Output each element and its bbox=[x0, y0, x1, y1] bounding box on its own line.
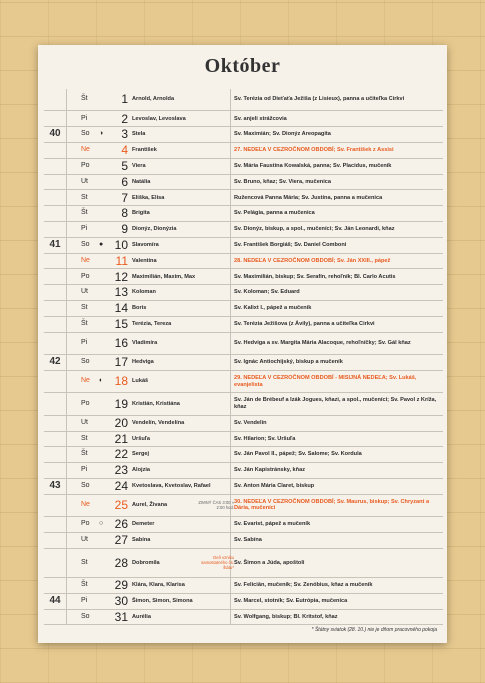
day-row bbox=[44, 175, 443, 191]
name-day: Vladimíra bbox=[132, 340, 158, 347]
day-number: 10 bbox=[114, 237, 128, 252]
day-number: 3 bbox=[121, 127, 128, 142]
day-number: 8 bbox=[121, 206, 128, 221]
saints-of-day: Sv. Mária Faustína Kowalská, panna; Sv. Placidus, mučeník bbox=[234, 162, 392, 169]
day-row bbox=[44, 159, 443, 175]
day-number: 17 bbox=[114, 355, 128, 370]
day-number: 9 bbox=[121, 222, 128, 237]
day-number: 5 bbox=[121, 158, 128, 173]
name-day: Koloman bbox=[132, 289, 156, 296]
saints-of-day: Sv. Anton Mária Claret, biskup bbox=[234, 483, 315, 490]
day-of-week: Št bbox=[81, 581, 88, 588]
day-number: 6 bbox=[121, 174, 128, 189]
saints-of-day: Sv. Ján Pavol II., pápež; Sv. Salome; Sv. Kordula bbox=[234, 451, 362, 458]
saints-of-day: Sv. František Borgiáš; Sv. Daniel Comboni bbox=[234, 241, 347, 248]
name-day: Alojzia bbox=[132, 467, 151, 474]
name-day: Dobromila bbox=[132, 559, 160, 566]
name-day: Levoslav, Levoslava bbox=[132, 115, 186, 122]
day-row bbox=[44, 254, 443, 270]
day-number: 19 bbox=[114, 396, 128, 411]
day-row bbox=[44, 578, 443, 594]
name-day: Aurel, Živana bbox=[132, 502, 168, 509]
day-of-week: Št bbox=[81, 209, 88, 217]
day-row bbox=[44, 127, 443, 143]
day-of-week: Po bbox=[81, 399, 90, 407]
day-row bbox=[44, 355, 443, 371]
day-of-week: Pi bbox=[81, 466, 88, 474]
week-number: 44 bbox=[49, 594, 61, 606]
week-number: 41 bbox=[49, 238, 61, 250]
day-of-week: Ne bbox=[81, 377, 90, 385]
day-row bbox=[44, 447, 443, 463]
day-number: 23 bbox=[114, 463, 128, 478]
name-day: Stela bbox=[132, 131, 146, 138]
day-row bbox=[44, 495, 443, 517]
day-of-week: Ut bbox=[81, 288, 88, 296]
day-row bbox=[44, 301, 443, 317]
day-number: 4 bbox=[121, 143, 128, 158]
day-of-week: Št bbox=[81, 450, 88, 458]
day-number: 26 bbox=[114, 517, 128, 532]
calendar-table bbox=[44, 89, 443, 625]
day-number: 18 bbox=[114, 374, 128, 389]
day-number: 24 bbox=[114, 479, 128, 494]
day-number: 22 bbox=[114, 447, 128, 462]
day-number: 15 bbox=[114, 316, 128, 331]
name-day: Hedviga bbox=[132, 359, 154, 366]
moon-phase-icon: ◐ bbox=[99, 377, 104, 385]
day-row bbox=[44, 393, 443, 415]
day-of-week: Pi bbox=[81, 114, 88, 122]
name-day: Slavomíra bbox=[132, 241, 159, 248]
name-day: Uršuľa bbox=[132, 435, 151, 442]
day-row bbox=[44, 269, 443, 285]
saints-of-day: 29. NEDEĽA V CEZROČNOM OBDOBÍ - MISIJNÁ NEDEĽA; Sv. Lukáš, evanjelista bbox=[234, 374, 417, 388]
day-number: 30 bbox=[114, 593, 128, 608]
day-number: 2 bbox=[121, 111, 128, 126]
day-row bbox=[44, 222, 443, 238]
day-number: 11 bbox=[115, 253, 128, 268]
name-day: Aurélia bbox=[132, 613, 151, 620]
name-day: Boris bbox=[132, 305, 147, 312]
day-of-week: So bbox=[81, 130, 90, 138]
day-of-week: Ne bbox=[81, 501, 90, 509]
day-row bbox=[44, 594, 443, 610]
day-row bbox=[44, 463, 443, 479]
name-day: Vendelín, Vendelína bbox=[132, 419, 185, 426]
name-day: Sabína bbox=[132, 537, 151, 544]
day-number: 28 bbox=[114, 555, 128, 570]
day-row bbox=[44, 371, 443, 393]
name-day: Natália bbox=[132, 178, 151, 185]
day-of-week: Št bbox=[81, 319, 88, 327]
saints-of-day: 30. NEDEĽA V CEZROČNOM OBDOBÍ; Sv. Maurus, biskup; Sv. Chryzant a Dária, mučeníci bbox=[234, 498, 430, 512]
name-day: Arnold, Arnolda bbox=[132, 96, 175, 103]
name-day: František bbox=[132, 147, 157, 154]
day-of-week: Ut bbox=[81, 418, 88, 426]
day-of-week: St bbox=[81, 193, 88, 201]
day-of-week: St bbox=[81, 558, 88, 566]
day-row bbox=[44, 285, 443, 301]
week-number: 40 bbox=[49, 128, 61, 140]
day-row bbox=[44, 479, 443, 495]
name-day: Eliška, Elisa bbox=[132, 194, 165, 201]
day-of-week: Ut bbox=[81, 536, 88, 544]
saints-of-day: Sv. Ján Kapistránsky, kňaz bbox=[234, 467, 305, 474]
day-of-week: So bbox=[81, 240, 90, 248]
name-day: Klára, Klara, Klarisa bbox=[132, 582, 185, 588]
name-day: Maximilián, Maxim, Max bbox=[132, 273, 196, 280]
saints-of-day: Sv. Hilarion; Sv. Uršuľa bbox=[234, 435, 296, 442]
day-number: 13 bbox=[114, 285, 128, 300]
day-number: 31 bbox=[114, 609, 128, 624]
day-number: 20 bbox=[114, 415, 128, 430]
saints-of-day: Sv. Pelágia, panna a mučenica bbox=[234, 210, 315, 217]
saints-of-day: Sv. Sabína bbox=[234, 537, 262, 544]
saints-of-day: Sv. anjeli strážcovia bbox=[234, 115, 287, 122]
day-row bbox=[44, 143, 443, 159]
footnote: * Štátny sviatok (28. 10.) nie je dňom pracovného pokoja bbox=[311, 627, 437, 633]
moon-phase-icon: ● bbox=[99, 240, 104, 248]
saints-of-day: 28. NEDEĽA V CEZROČNOM OBDOBÍ; Sv. Ján XXIII., pápež bbox=[234, 257, 391, 264]
name-day: Kvetoslava, Kvetoslav, Rafael bbox=[132, 483, 211, 490]
saints-of-day: Sv. Bruno, kňaz; Sv. Viera, mučenica bbox=[234, 178, 331, 185]
day-of-week: Po bbox=[81, 520, 90, 528]
saints-of-day: Sv. Vendelín bbox=[234, 419, 267, 426]
day-row bbox=[44, 610, 443, 626]
saints-of-day: Sv. Maximián; Sv. Dionýz Areopagita bbox=[234, 131, 331, 138]
saints-of-day: Sv. Terézia od Dieťaťa Ježiša (z Lisieux), panna a učiteľka Cirkvi bbox=[234, 96, 405, 103]
day-row bbox=[44, 190, 443, 206]
name-day: Lukáš bbox=[132, 378, 149, 385]
day-number: 27 bbox=[114, 533, 128, 548]
day-number: 16 bbox=[114, 336, 128, 351]
day-of-week: Pi bbox=[81, 596, 88, 604]
name-day: Šimon, Simon, Simona bbox=[132, 597, 193, 604]
calendar-page bbox=[38, 45, 447, 643]
day-of-week: Pi bbox=[81, 339, 88, 347]
day-of-week: St bbox=[81, 434, 88, 442]
day-of-week: Pi bbox=[81, 225, 88, 233]
day-number: 21 bbox=[114, 431, 128, 446]
day-of-week: Po bbox=[81, 161, 90, 169]
day-row bbox=[44, 206, 443, 222]
day-row bbox=[44, 238, 443, 254]
name-day: Dionýz, Dionýzia bbox=[132, 226, 177, 233]
day-of-week: Št bbox=[81, 95, 88, 103]
day-row bbox=[44, 416, 443, 432]
name-day: Sergej bbox=[132, 451, 150, 458]
day-of-week: Ne bbox=[81, 146, 90, 154]
name-day: Viera bbox=[132, 162, 146, 169]
saints-of-day: Sv. Šimon a Júda, apoštoli bbox=[234, 559, 305, 566]
day-of-week: So bbox=[81, 482, 90, 490]
day-row bbox=[44, 517, 443, 533]
day-of-week: Ut bbox=[81, 177, 88, 185]
saints-of-day: Sv. Ignác Antiochijský, biskup a mučeník bbox=[234, 359, 343, 366]
week-number: 42 bbox=[49, 356, 61, 368]
day-number: 25 bbox=[114, 498, 128, 513]
moon-phase-icon: ○ bbox=[99, 520, 104, 528]
day-of-week: So bbox=[81, 612, 90, 620]
day-of-week: Po bbox=[81, 272, 90, 280]
day-row bbox=[44, 89, 443, 111]
saints-of-day: Sv. Evarist, pápež a mučeník bbox=[234, 521, 311, 528]
day-note: ZIMNÝ ČAS 3:00 » 2:00 hod. bbox=[198, 500, 234, 511]
day-number: 12 bbox=[114, 269, 128, 284]
day-row bbox=[44, 317, 443, 333]
saints-of-day: 27. NEDEĽA V CEZROČNOM OBDOBÍ; Sv. František z Assisi bbox=[234, 147, 394, 154]
saints-of-day: Sv. Kalixt I., pápež a mučeník bbox=[234, 305, 312, 312]
day-row bbox=[44, 111, 443, 127]
day-row bbox=[44, 333, 443, 355]
day-number: 1 bbox=[121, 92, 128, 107]
day-row bbox=[44, 533, 443, 549]
moon-phase-icon: ◑ bbox=[99, 130, 104, 138]
saints-of-day: Sv. Koloman; Sv. Eduard bbox=[234, 289, 300, 296]
saints-of-day: Sv. Maximilián, biskup; Sv. Serafín, rehoľník; Bl. Carlo Acutis bbox=[234, 273, 396, 280]
saints-of-day: Sv. Dionýz, biskup, a spol., mučeníci; Sv. Ján Leonardi, kňaz bbox=[234, 226, 395, 233]
day-number: 14 bbox=[114, 301, 128, 316]
saints-of-day: Sv. Marcel, stotník; Sv. Eutrópia, mučenica bbox=[234, 597, 348, 604]
saints-of-day: Sv. Terézia Ježišova (z Ávily), panna a učiteľka Cirkvi bbox=[234, 320, 375, 327]
day-of-week: So bbox=[81, 358, 90, 366]
day-number: 7 bbox=[121, 190, 128, 205]
day-row bbox=[44, 432, 443, 448]
saints-of-day: Sv. Wolfgang, biskup; Bl. Kritstof, kňaz bbox=[234, 613, 338, 620]
saints-of-day: Sv. Hedviga a sv. Margita Mária Alacoque, rehoľníčky; Sv. Gál kňaz bbox=[234, 340, 411, 347]
day-row bbox=[44, 549, 443, 578]
saints-of-day: Sv. Feliciân, mučeník; Sv. Zenóbius, kňaz a mučeník bbox=[234, 582, 373, 588]
saints-of-day: Ružencová Panna Mária; Sv. Justína, panna a mučenica bbox=[234, 194, 383, 201]
saints-of-day: Sv. Ján de Brébeuf a Izák Jogues, kňazi, a spol., mučeníci; Sv. Pavol z Kríža, kňaz bbox=[234, 397, 437, 411]
day-of-week: St bbox=[81, 304, 88, 312]
day-of-week: Ne bbox=[81, 256, 90, 264]
day-note: Deň vzniku samostatného čs. štátu* bbox=[201, 555, 234, 571]
name-day: Kristián, Kristiána bbox=[132, 400, 180, 407]
month-title: Október bbox=[204, 55, 281, 77]
name-day: Valentína bbox=[132, 257, 157, 264]
name-day: Brigita bbox=[132, 210, 150, 217]
name-day: Demeter bbox=[132, 521, 155, 528]
name-day: Terézia, Tereza bbox=[132, 320, 172, 327]
week-number: 43 bbox=[49, 480, 61, 492]
day-number: 29 bbox=[114, 578, 128, 592]
